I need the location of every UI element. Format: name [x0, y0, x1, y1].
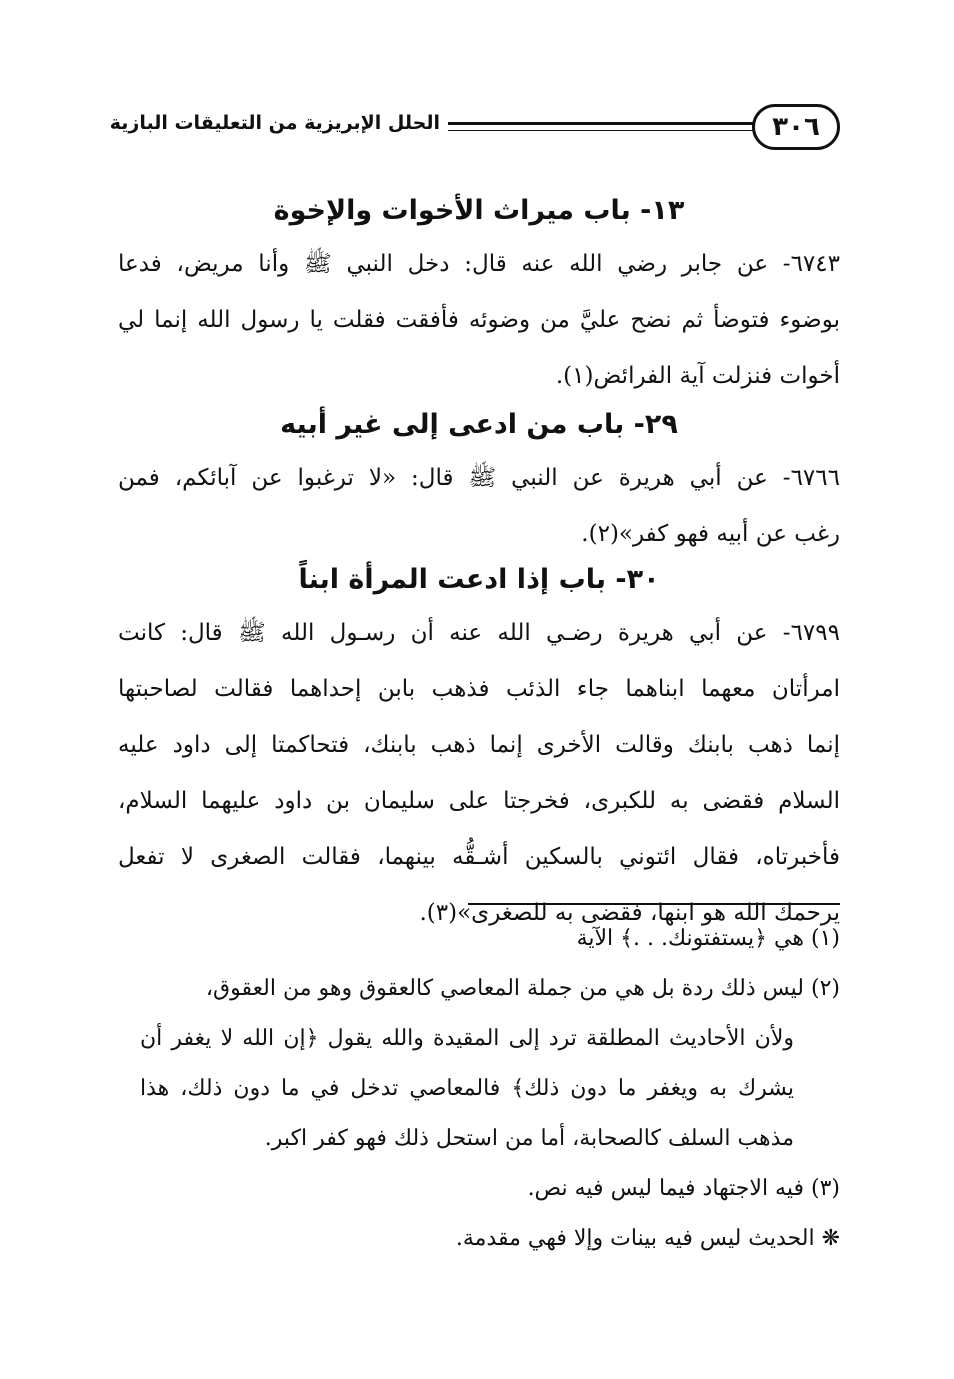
footnote-2: (٢) ليس ذلك ردة بل هي من جملة المعاصي كالعقوق وهو من العقوق، — [205, 976, 840, 1001]
footnote-2-continued: مذهب السلف كالصحابة، أما من استحل ذلك فهو كفر اكبر. — [264, 1126, 794, 1151]
book-title: الحلل الإبريزية من التعليقات البازية — [109, 112, 440, 134]
hadith-6799 — [118, 605, 840, 941]
editor-note: ❋ الحديث ليس فيه بينات وإلا فهي مقدمة. — [455, 1226, 840, 1251]
chapter-title: ٣٠- باب إذا ادعت المرأة ابناً — [298, 564, 660, 595]
text-line: ٦٧٩٩- عن أبي هريرة رضـي الله عنه أن رسـول الله ﷺ قال: كانت — [118, 620, 840, 646]
chapter-title: ١٣- باب ميراث الأخوات والإخوة — [273, 195, 685, 226]
text-line: أخوات فنزلت آية الفرائض(١). — [555, 363, 840, 389]
page-number: ٣٠٦ — [752, 104, 840, 150]
text-line: فأخبرتاه، فقال ائتوني بالسكين أشـقُّه بينهما، فقالت الصغرى لا تفعل — [118, 844, 840, 870]
text-line: ٦٧٦٦- عن أبي هريرة عن النبي ﷺ قال: «لا ترغبوا عن آبائكم، فمن — [118, 465, 840, 491]
section-13 — [118, 186, 840, 404]
footnote-2-continued: يشرك به ويغفر ما دون ذلك﴾ فالمعاصي تدخل في ما دون ذلك، هذا — [140, 1076, 794, 1101]
text-line: رغب عن أبيه فهو كفر»(٢). — [581, 521, 840, 547]
text-line: امرأتان معهما ابناهما جاء الذئب فذهب بابن إحداهما فقالت لصاحبتها — [118, 676, 840, 702]
text-line: يرحمك الله هو ابنها، فقضى به للصغرى»(٣). — [419, 900, 840, 926]
hadith-6743 — [118, 236, 840, 404]
footnote-3: (٣) فيه الاجتهاد فيما ليس فيه نص. — [527, 1176, 840, 1201]
section-29 — [118, 400, 840, 562]
footnote-separator — [468, 903, 840, 905]
header-rule — [448, 122, 754, 131]
footnote-2-continued: ولأن الأحاديث المطلقة ترد إلى المقيدة والله يقول ﴿إن الله لا يغفر أن — [140, 1026, 794, 1051]
section-30 — [118, 555, 840, 941]
text-line: ٦٧٤٣- عن جابر رضي الله عنه قال: دخل النبي ﷺ وأنا مريض، فدعا — [118, 251, 840, 277]
hadith-6766 — [118, 450, 840, 562]
running-header — [109, 104, 840, 156]
text-line: بوضوء فتوضأ ثم نضح عليَّ من وضوئه فأفقت فقلت يا رسول الله إنما لي — [118, 307, 840, 333]
footnotes — [140, 914, 840, 1264]
text-line: السلام فقضى به للكبرى، فخرجتا على سليمان بن داود عليهما السلام، — [118, 788, 840, 814]
chapter-title: ٢٩- باب من ادعى إلى غير أبيه — [280, 409, 678, 440]
text-line: إنما ذهب بابنك وقالت الأخرى إنما ذهب بابنك، فتحاكمتا إلى داود عليه — [118, 732, 840, 758]
footnote-1: (١) هي ﴿يستفتونك. . .﴾ الآية — [576, 926, 840, 951]
